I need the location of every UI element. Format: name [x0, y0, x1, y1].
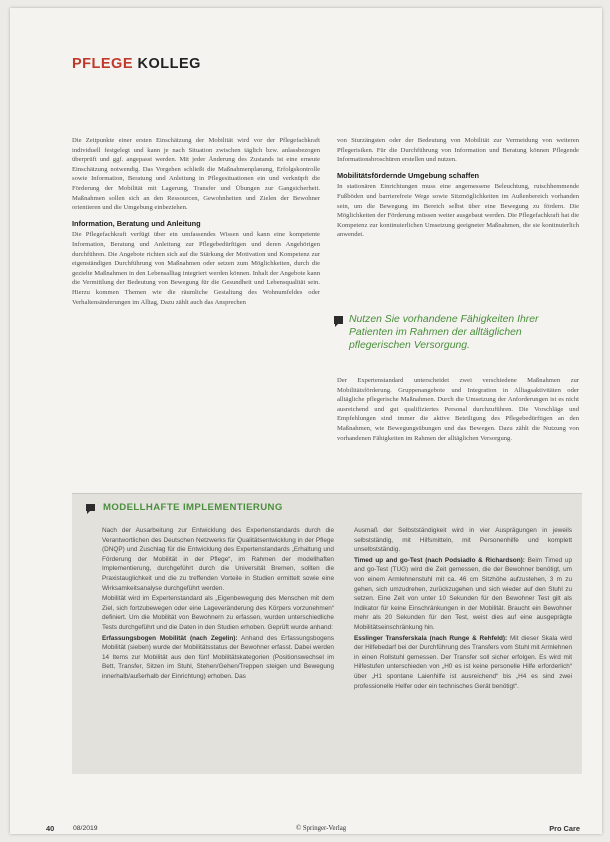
subheading: Information, Beratung und Anleitung — [72, 218, 201, 228]
paragraph: Nach der Ausarbeitung zur Entwicklung des Expertenstandards durch die Verantwortlichen des Deutschen Netzwerks für Qualitätsentwicklung in der Pflege (DNQP) und Zuschlag für die Entwicklung des Expertenstandards „Erhaltung und Förderung der Mobilität in der Pflege“, im Rahmen der modellhaften Implementierung, durchgeführt durch die Universität Bremen, sollten die Praxistauglichkeit und die zu treffenden Vorteile in Studien ermittelt sowie eine Wirksamkeitsanalyse durchgeführt werden. — [102, 527, 334, 592]
text-column-left — [72, 136, 320, 309]
subheading: Mobilitätsfördernde Umgebung schaffen — [337, 170, 480, 180]
page-number: 40 — [46, 824, 55, 833]
speech-bubble-icon — [86, 504, 95, 511]
term: Timed up and go-Test (nach Podsiadlo & Richardson): — [354, 556, 525, 564]
info-box-column-left — [102, 526, 334, 683]
info-box — [72, 493, 582, 774]
pull-quote — [334, 313, 579, 352]
paragraph: Die Zeitpunkte einer ersten Einschätzung der Mobilität wird vor der Pflegefachkraft individuell festgelegt und kann je nach Situation zwischen täglich bzw. anlassbezogen überprüft und ggf. angepasst werden. Mit jeder Änderung des Zustands ist eine erneute Einschätzung notwendig. Das Vorgehen schließt die Maßnahmenplanung, Erfolgskontrolle sowie Information, Beratung und Anleitung in Pflegesituationen ein und verknüpft die Förderung der Mobilität mit Lagerung, Transfer und Übungen zur Gangsicherheit. Maßnahmen sollen sich an den Ressourcen, Gewohnheiten und Zielen der Bewohner orientieren und die Umgebung einbeziehen. — [72, 137, 320, 212]
header-section: KOLLEG — [137, 56, 201, 72]
term-description: Beim Timed up and go-Test (TUG) wird die Zeit gemessen, die der Bewohner benötigt, um von einem Armlehnenstuhl mit ca. 46 cm Sitzhöhe aufzustehen, 3 m zu gehen, sich umzudrehen, zurückzugehen und sich wieder auf den Stuhl zu setzen. Eine Zeit von unter 10 Sekunden für den Bewohner Test gilt als Indikator für keine Einschränkungen in der Mobilität. Braucht ein Bewohner mehr als 20 Sekunden für den Test, weist dies auf eine ausgeprägte Mobilitätseinschränkung hin. — [354, 556, 572, 631]
magazine-page — [10, 8, 602, 834]
info-box-heading: MODELLHAFTE IMPLEMENTIERUNG — [103, 502, 283, 513]
paragraph: In stationären Einrichtungen muss eine angemessene Beleuchtung, rutschhemmende Fußböden und barrierefreie Wege sowie Sitzmöglichkeiten im Außenbereich vorhanden sein, um die Bewegung im Bereich selbst über eine Bewegung zu fördern. Die Möglichkeiten der Förderung müssen weiter ausgebaut werden. Die Pflegefachkraft hat die Kompetenz zur kontinuierlichen Umsetzung geeigneter Maßnahmen, die sie kontinuierlich anwendet. — [337, 183, 579, 239]
info-box-title — [86, 502, 283, 513]
paragraph — [354, 556, 572, 633]
speech-bubble-icon — [334, 316, 343, 324]
paragraph: Der Expertenstandard unterscheidet zwei verschiedene Maßnahmen zur Mobilitätsförderung. Gruppenangebote und Integration in Alltagsaktivitäten oder alltägliche pflegerische Maßnahmen. Durch die Umsetzung der Anforderungen ist es nicht ausreichend und gut qualifiziertes Personal durchzuführen. Die Vorschläge und Empfehlungen sind immer die aktive Beteiligung des Pflegebedürftigen an den Maßnahmen, wie Bewegungsübungen und das Bewegen. Dazu zählt die Nutzung von vorhandenen Fähigkeiten im Rahmen der alltäglichen Versorgung. — [337, 377, 579, 442]
journal-name: Pro Care — [549, 824, 580, 833]
paragraph: Mobilität wird im Expertenstandard als „Eigenbewegung des Menschen mit dem Ziel, sich fortzubewegen oder eine Lageveränderung des Körpers vorzunehmen“ definiert. Um die Mobilität von Bewohnern zu erfassen, wurden unterschiedliche Tests durchgeführt und die Daten in den Studien erhoben. Geprüft wurde anhand: — [102, 595, 334, 631]
term: Erfassungsbogen Mobilität (nach Zegelin): — [102, 634, 238, 642]
pull-quote-text: Nutzen Sie vorhandene Fähigkeiten Ihrer Patienten im Rahmen der alltäglichen pflegerischen Versorgung. — [349, 314, 539, 351]
page-footer — [46, 824, 582, 836]
text-column-right-lower — [337, 376, 579, 445]
issue-number: 08/2019 — [73, 825, 98, 832]
header-brand: PFLEGE — [72, 56, 134, 72]
term-description: Anhand des Erfassungsbogens Mobilität (sieben) wurde der Mobilitätsstatus der Bewohner erfasst. Dabei werden 14 Items zur Mobilität aus den fünf Mobilitätskategorien (Positionswechsel im Bett, Transfer, Sitzen im Stuhl, Stehen/Gehen/Treppen steigen und Bewegung innerhalb/außerhalb der Einrichtung) erhoben. Das — [102, 634, 334, 680]
text-column-right — [337, 136, 579, 242]
publisher: © Springer-Verlag — [296, 825, 347, 832]
paragraph: Ausmaß der Selbstständigkeit wird in vier Ausprägungen in jeweils selbstständig, mit Hilfsmitteln, mit Personenhilfe und komplett unselbstständig. — [354, 527, 572, 554]
paragraph: Die Pflegefachkraft verfügt über ein umfassendes Wissen und kann eine kompetente Information, Beratung und Anleitung zur Pflegebedürftigen und deren Angehörigen durchführen. Die Angebote richten sich auf die Stärkung der Motivation und Kompetenz zur eigenständigen Durchführung von Maßnahmen oder setzen zum Möglichkeiten, durch die gezielte Maßnahmen in den Lebensalltag integriert werden können. Inhalt der Angebote kann die Vermittlung der Bedeutung von Bewegung für die Gesundheit und Lebensqualität sein. Hierzu kommen Themen wie die räumliche Gestaltung des Wohnumfeldes oder Verhaltensänderungen im Alltag, Dazu zählt auch das Ansprechen — [72, 231, 320, 306]
paragraph — [354, 634, 572, 692]
section-header — [72, 56, 201, 72]
term: Esslinger Transferskala (nach Runge & Rehfeld): — [354, 634, 508, 642]
paragraph — [102, 634, 334, 682]
paragraph: von Sturzängsten oder der Bedeutung von Mobilität zur Vermeidung von weiteren Pflegerisiken. Für die Durchführung von Information und Beratung können Pflegende Informationsbroschüren erstellen und nutzen. — [337, 137, 579, 164]
term-description: Mit dieser Skala wird der Hilfebedarf bei der Durchführung des Transfers vom Stuhl mit Armlehnen in einen Rollstuhl gemessen. Der Transfer soll sicher erfolgen. Es wird mit Hilfestufen unterschieden von „H0 es ist keine personelle Hilfe erforderlich“ über „H1 spontane Laienhilfe ist ausreichend“ bis „H4 es sind zwei professionelle Helfer oder ein technisches Gerät benötigt“. — [354, 634, 572, 690]
info-box-column-right — [354, 526, 572, 692]
